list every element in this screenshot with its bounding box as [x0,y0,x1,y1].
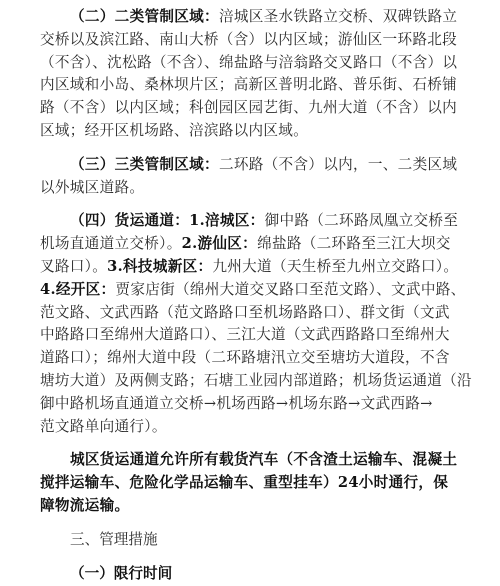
text-line: 交桥以及滨江路、南山大桥（含）以内区域；游仙区一环路北段 [40,30,458,48]
freight-policy-paragraph [40,449,458,517]
text-line: 4.经开区：贾家店街（绵州大道交叉路口至范文路）、文武中路、 [40,280,466,298]
text-line: 路（不含）以内区域；科创园区园艺街、九州大道（不含）以内 [40,99,458,117]
section-title: （二）二类管制区域： [70,8,219,25]
text-line: 搅拌运输车、危险化学品运输车、重型挂车）24小时通行，保 [40,474,449,492]
text-line: （四）货运通道：1.涪城区：御中路（二环路凤凰立交桥至 [70,212,459,230]
section-second-class-zone [40,6,458,143]
text-line: （二）二类管制区域：涪城区圣水铁路立交桥、双碑铁路立 [70,8,458,25]
text-line: 御中路机场直通道立交桥→机场西路→机场东路→文武西路→ [40,394,433,412]
text-line: （三）三类管制区域：二环路（不含）以内，一、二类区域 [70,155,458,173]
text-line: （不含）、沈松路（不含）、绵盐路与涪翁路交叉路口（不含）以 [40,53,458,71]
section-third-class-zone [40,154,458,200]
text-line: 塘坊大道）及两侧支路；石塘工业园内部道路；机场货运通道（沿 [40,371,472,389]
text-line: 道路口）；绵州大道中段（二环路塘汛立交至塘坊大道段，不含 [40,349,450,367]
text-line: 障物流运输。 [40,496,130,514]
text-line: 机场直通道立交桥）。2.游仙区：绵盐路（二环路至三江大坝交 [40,235,451,253]
section-title: （四）货运通道： [70,212,190,230]
text-line: 中路路口至绵州大道路口）、三江大道（文武西路路口至绵州大 [40,326,450,344]
section-freight-channels [40,210,472,438]
text-line: 范文路单向通行）。 [40,417,167,435]
text-line: 范文路、文武西路（范文路路口至机场路路口）、群文街（文武 [40,303,450,321]
text-line: 以外城区道路。 [40,178,145,196]
text-line: 区域；经开区机场路、涪滨路以内区域。 [40,121,309,139]
text-line: 城区货运通道允许所有载货汽车（不含渣土运输车、混凝土 [70,451,458,469]
text-line: 叉路口）。3.科技城新区：九州大道（天生桥至九州立交路口）。 [40,257,459,275]
heading-management-measures: 三、管理措施 [70,530,158,548]
section-title: （三）三类管制区域： [70,155,219,173]
heading-restriction-time: （一）限行时间 [70,564,173,582]
text-line: 内区域和小岛、桑林坝片区；高新区普明北路、普乐街、石桥铺 [40,76,458,94]
